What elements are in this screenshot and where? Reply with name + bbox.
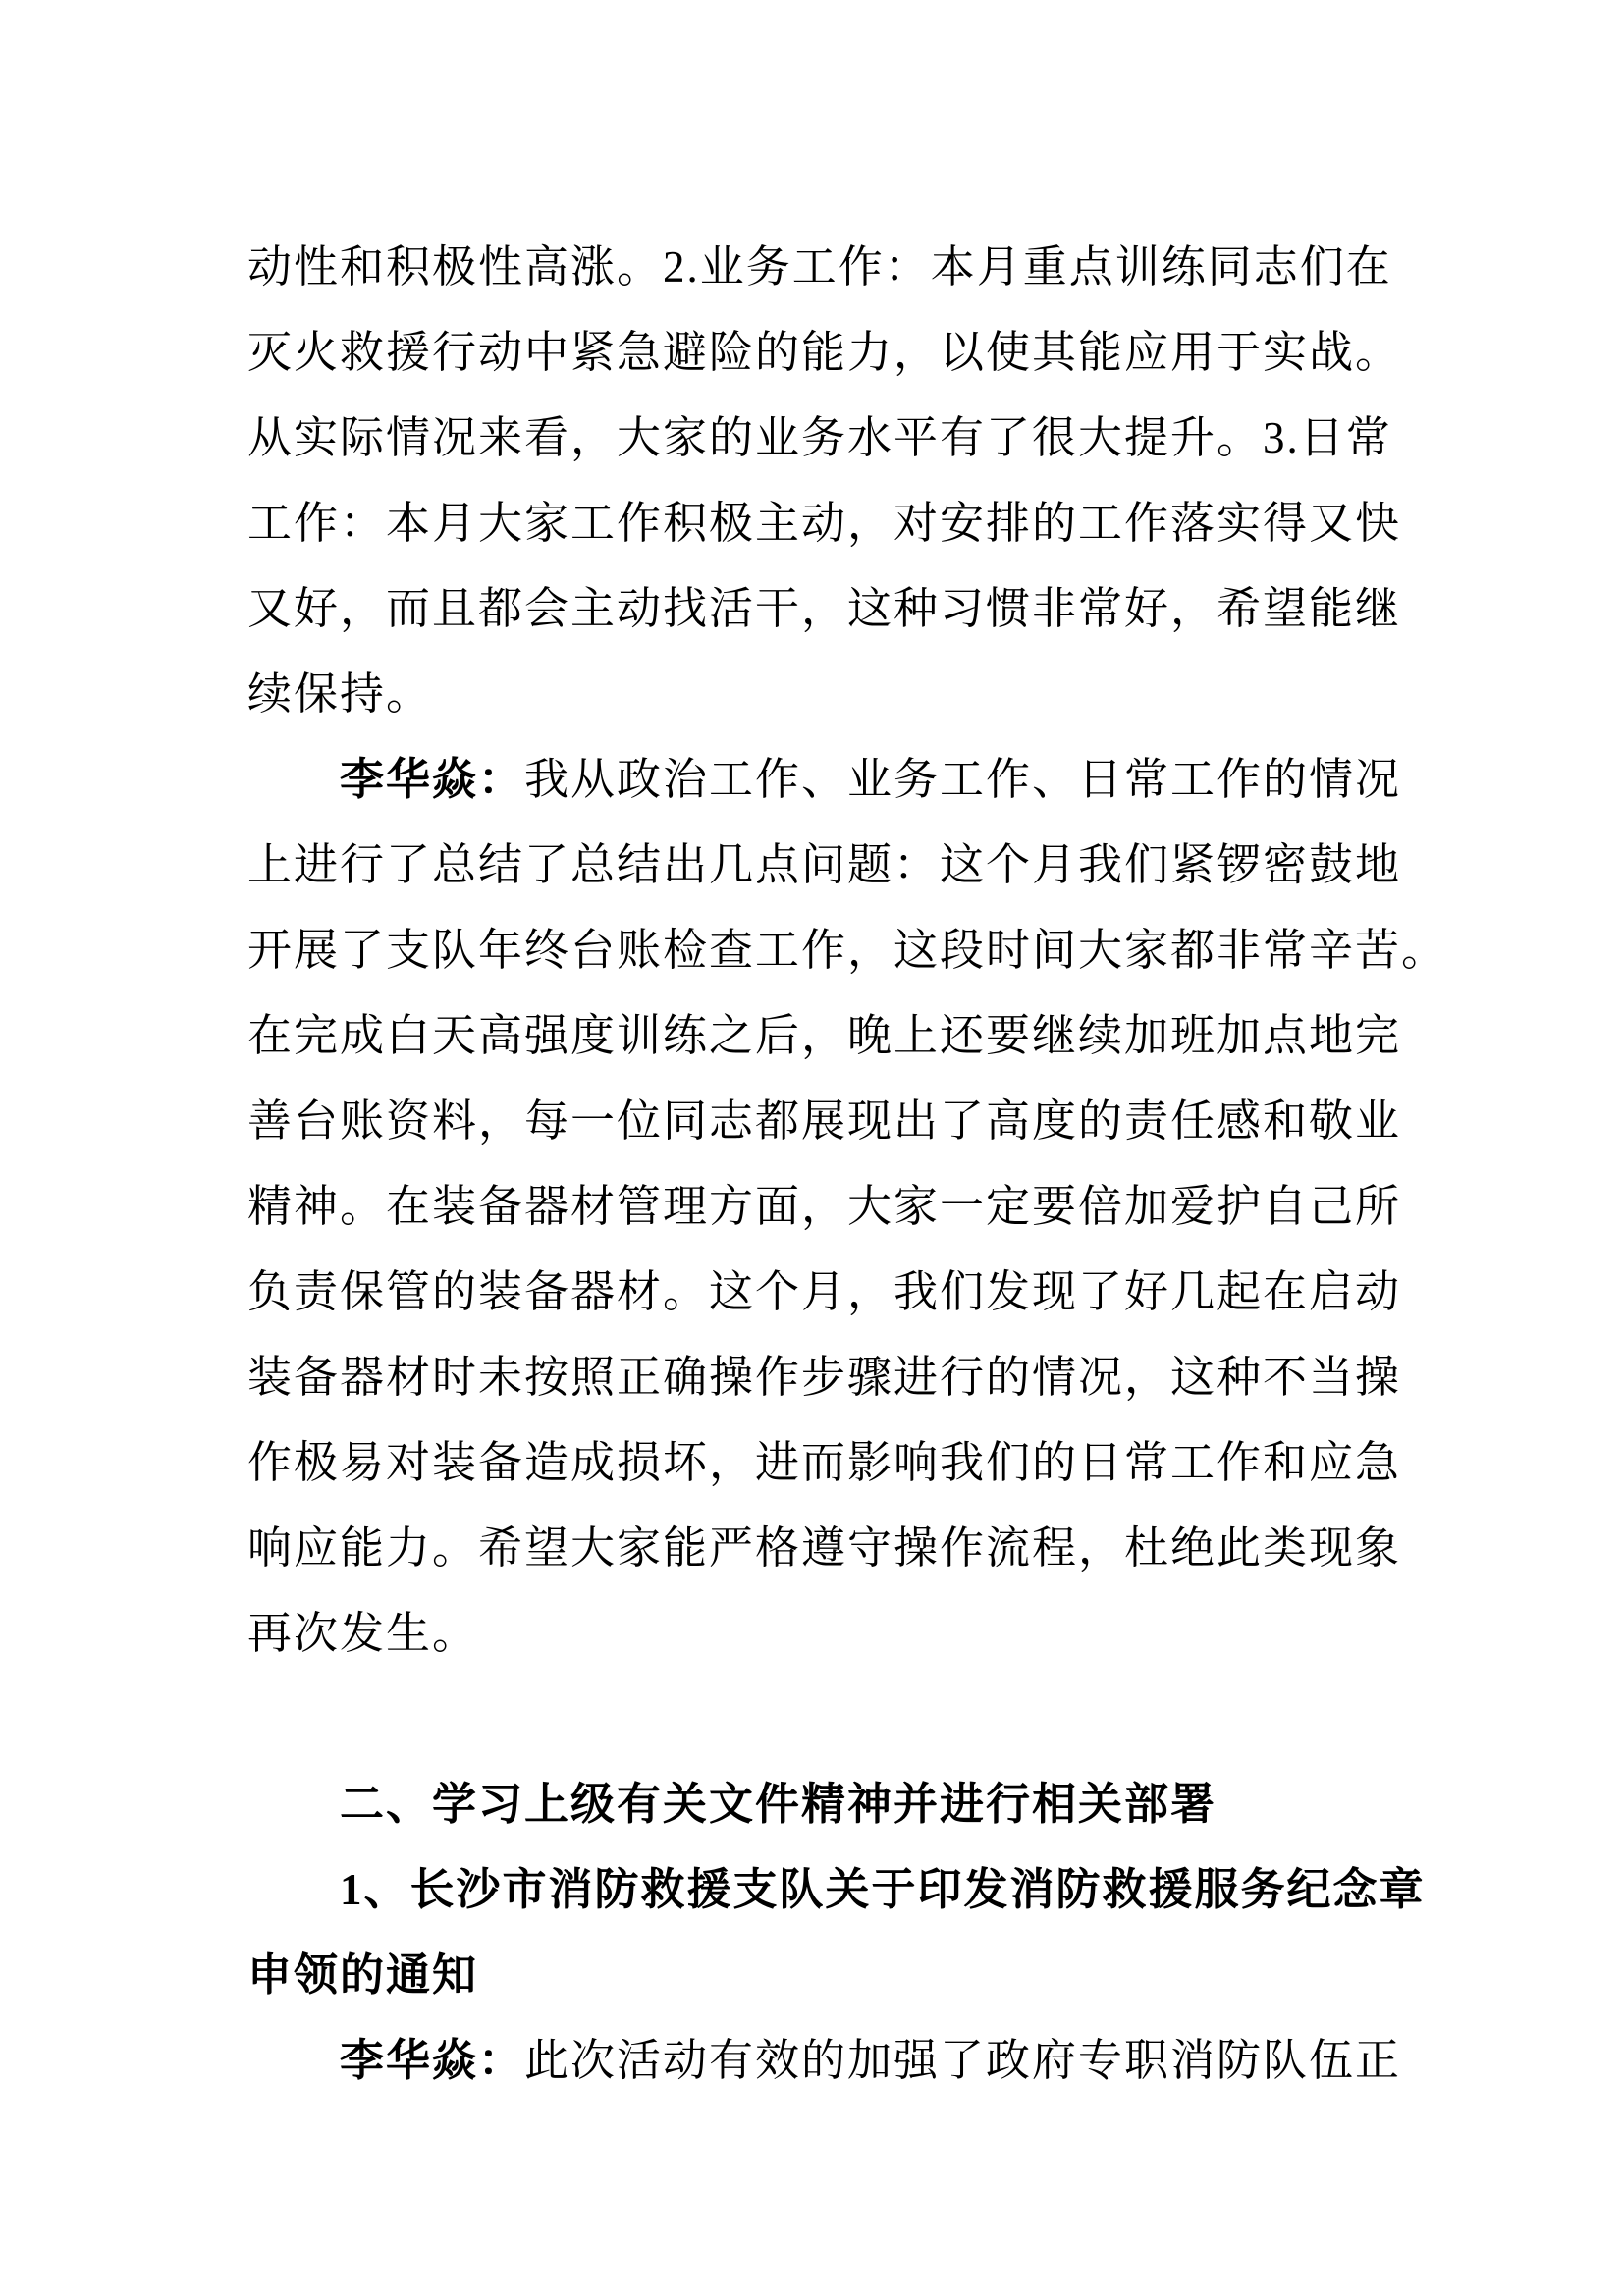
subsection-heading-continued: 申领的通知	[247, 1950, 479, 2000]
text-line: 再次发生。	[247, 1609, 479, 1658]
document-text-block	[247, 225, 1448, 2104]
text-line: 在完成白天高强度训练之后，晚上还要继续加班加点地完	[247, 1011, 1402, 1060]
text-line: 开展了支队年终台账检查工作，这段时间大家都非常辛苦。	[247, 926, 1448, 975]
text-line: 装备器材时未按照正确操作步骤进行的情况，这种不当操	[247, 1353, 1402, 1402]
text-line: 上进行了总结了总结出几点问题：这个月我们紧锣密鼓地	[247, 840, 1402, 889]
text-line: 工作：本月大家工作积极主动，对安排的工作落实得又快	[247, 499, 1402, 548]
text-line: 灭火救援行动中紧急避险的能力，以使其能应用于实战。	[247, 328, 1402, 377]
line-text: 我从政治工作、业务工作、日常工作的情况	[524, 755, 1402, 804]
text-line: 又好，而且都会主动找活干，这种习惯非常好，希望能继	[247, 584, 1402, 633]
speaker-paragraph-line	[247, 737, 1402, 823]
subsection-heading: 1、长沙市消防救援支队关于印发消防救援服务纪念章	[340, 1865, 1426, 1914]
text-line: 从实际情况来看，大家的业务水平有了很大提升。3.日常	[247, 413, 1392, 462]
section-heading: 二、学习上级有关文件精神并进行相关部署	[340, 1780, 1217, 1829]
text-line: 精神。在装备器材管理方面，大家一定要倍加爱护自己所	[247, 1182, 1402, 1231]
speaker-name: 李华焱：	[340, 755, 525, 804]
text-line: 动性和积极性高涨。2.业务工作：本月重点训练同志们在	[247, 242, 1392, 292]
blank-line	[247, 1677, 1367, 1762]
text-line: 作极易对装备造成损坏，进而影响我们的日常工作和应急	[247, 1438, 1402, 1487]
text-line: 响应能力。希望大家能严格遵守操作流程，杜绝此类现象	[247, 1523, 1402, 1573]
speaker-name: 李华焱：	[340, 2036, 525, 2085]
text-line: 负责保管的装备器材。这个月，我们发现了好几起在启动	[247, 1267, 1402, 1316]
text-line: 善台账资料，每一位同志都展现出了高度的责任感和敬业	[247, 1096, 1402, 1146]
text-line: 续保持。	[247, 669, 433, 719]
line-text: 此次活动有效的加强了政府专职消防队伍正	[524, 2036, 1402, 2085]
speaker-paragraph-line	[247, 2018, 1402, 2104]
